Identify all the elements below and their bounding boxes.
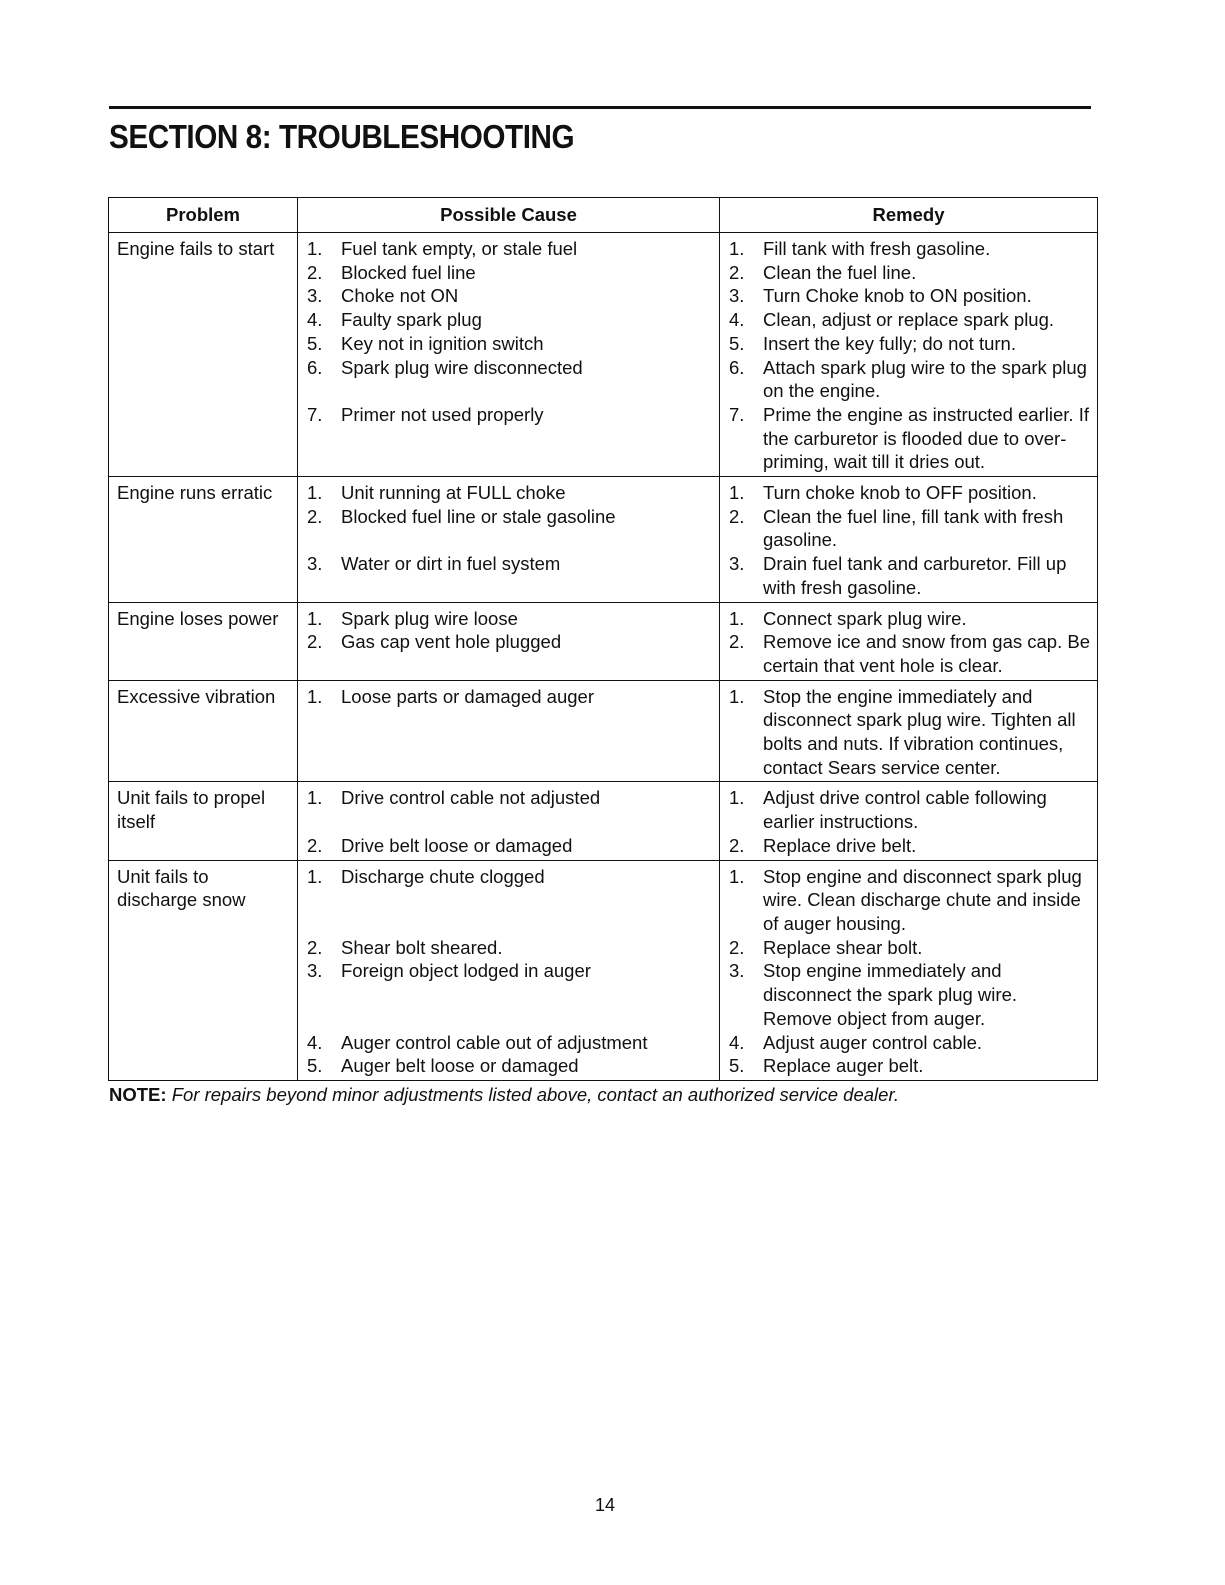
item-number: 3. — [307, 960, 323, 982]
item-number: 1. — [729, 685, 745, 707]
item-text: Turn choke knob to OFF position. — [763, 482, 1037, 504]
remedy-item — [728, 865, 1091, 936]
item-text: Turn Choke knob to ON position. — [763, 285, 1032, 307]
problem-cell: Engine runs erratic — [109, 477, 298, 603]
item-number: 1. — [729, 787, 745, 809]
cause-item — [306, 630, 713, 654]
remedy-item — [728, 685, 1091, 780]
item-number: 3. — [729, 960, 745, 982]
item-number: 1. — [729, 865, 745, 887]
item-number — [306, 983, 341, 1007]
item-number: 1. — [307, 607, 323, 629]
item-number: 1. — [307, 787, 323, 809]
item-number: 1. — [307, 685, 323, 707]
item-text: Blocked fuel line — [341, 261, 476, 283]
item-number: 2. — [729, 936, 745, 958]
item-text — [341, 810, 713, 834]
cause-item — [306, 332, 713, 356]
cause-cell — [298, 477, 720, 603]
cause-item — [306, 237, 713, 261]
item-text: Replace shear bolt. — [763, 936, 923, 958]
cause-cell — [298, 782, 720, 860]
header-rule — [109, 106, 1091, 109]
remedy-item — [728, 332, 1091, 356]
cause-item — [306, 888, 713, 912]
item-text — [341, 983, 713, 1007]
remedy-cell — [720, 477, 1098, 603]
item-text: Blocked fuel line or stale gasoline — [341, 505, 616, 527]
problem-cell: Engine fails to start — [109, 233, 298, 477]
remedy-item — [728, 630, 1091, 677]
item-text — [341, 528, 713, 552]
item-number: 5. — [729, 332, 745, 354]
item-text: Fuel tank empty, or stale fuel — [341, 238, 578, 259]
item-text: Clean the fuel line, fill tank with fresh gasoline. — [763, 505, 1064, 551]
item-text — [341, 379, 713, 403]
item-text: Stop engine immediately and disconnect the spark plug wire. Remove object from auger. — [763, 960, 1017, 1029]
item-number: 5. — [307, 332, 323, 354]
remedy-item — [728, 959, 1091, 1030]
troubleshooting-table — [108, 197, 1098, 1081]
item-text: Shear bolt sheared. — [341, 936, 503, 958]
item-number: 2. — [307, 631, 323, 653]
item-text: Gas cap vent hole plugged — [341, 631, 562, 653]
item-text: Attach spark plug wire to the spark plug on the engine. — [763, 356, 1087, 402]
item-number: 5. — [729, 1055, 745, 1077]
remedy-item — [728, 403, 1091, 474]
item-text: Replace drive belt. — [763, 834, 917, 856]
item-text: Insert the key fully; do not turn. — [763, 332, 1016, 354]
cause-item — [306, 308, 713, 332]
item-text: Clean, adjust or replace spark plug. — [763, 309, 1055, 331]
table-row — [109, 680, 1098, 782]
item-number — [306, 1007, 341, 1031]
cause-item — [306, 261, 713, 285]
remedy-cell — [720, 602, 1098, 680]
problem-cell: Excessive vibration — [109, 680, 298, 782]
cause-item — [306, 1054, 713, 1078]
remedy-item — [728, 505, 1091, 552]
item-text: Water or dirt in fuel system — [341, 553, 561, 575]
note-label: NOTE: — [109, 1084, 167, 1105]
item-text — [341, 912, 713, 936]
remedy-item — [728, 607, 1091, 631]
item-text: Unit running at FULL choke — [341, 482, 566, 504]
cause-item — [306, 607, 713, 631]
item-text — [341, 888, 713, 912]
table-row — [109, 602, 1098, 680]
remedy-item — [728, 481, 1091, 505]
item-text: Stop engine and disconnect spark plug wire. Clean discharge chute and inside of auger housing. — [763, 865, 1082, 934]
cause-item — [306, 284, 713, 308]
cause-header: Possible Cause — [298, 198, 720, 233]
cause-item — [306, 528, 713, 552]
item-text: Replace auger belt. — [763, 1055, 924, 1077]
item-text: Drive belt loose or damaged — [341, 834, 573, 856]
item-text: Clean the fuel line. — [763, 261, 917, 283]
item-number: 2. — [307, 936, 323, 958]
item-text: Spark plug wire disconnected — [341, 356, 583, 378]
item-number: 1. — [729, 482, 745, 504]
item-number: 2. — [729, 834, 745, 856]
cause-item — [306, 481, 713, 505]
remedy-cell — [720, 680, 1098, 782]
item-text: Prime the engine as instructed earlier. If the carburetor is flooded due to over-priming, wait till it dries out. — [763, 403, 1089, 473]
problem-cell: Engine loses power — [109, 602, 298, 680]
remedy-item — [728, 1054, 1091, 1078]
remedy-header: Remedy — [720, 198, 1098, 233]
item-text: Primer not used properly — [341, 403, 544, 425]
remedy-cell — [720, 782, 1098, 860]
item-number: 3. — [307, 553, 323, 575]
item-text — [341, 1007, 713, 1031]
cause-item — [306, 936, 713, 960]
problem-cell: Unit fails to propel itself — [109, 782, 298, 860]
problem-header: Problem — [109, 198, 298, 233]
item-text: Fill tank with fresh gasoline. — [763, 238, 991, 259]
item-number — [306, 888, 341, 912]
item-number: 6. — [307, 356, 323, 378]
remedy-item — [728, 356, 1091, 403]
note — [109, 1084, 899, 1106]
item-text: Foreign object lodged in auger — [341, 960, 591, 982]
item-number: 3. — [729, 553, 745, 575]
cause-item — [306, 865, 713, 889]
cause-item — [306, 912, 713, 936]
cause-item — [306, 379, 713, 403]
item-number: 2. — [307, 261, 323, 283]
cause-cell — [298, 233, 720, 477]
item-number: 2. — [729, 261, 745, 283]
remedy-cell — [720, 860, 1098, 1080]
cause-cell — [298, 680, 720, 782]
cause-item — [306, 810, 713, 834]
table-row — [109, 782, 1098, 860]
item-text: Auger belt loose or damaged — [341, 1055, 579, 1077]
cause-item — [306, 834, 713, 858]
item-number: 1. — [729, 607, 745, 629]
item-text: Stop the engine immediately and disconnect spark plug wire. Tighten all bolts and nuts. If vibration continues, contact Sears service center. — [763, 685, 1076, 778]
item-number: 7. — [307, 403, 323, 425]
cause-item — [306, 983, 713, 1007]
item-number: 6. — [729, 356, 745, 378]
cause-item — [306, 356, 713, 380]
item-text: Faulty spark plug — [341, 309, 482, 331]
item-number — [306, 379, 341, 403]
remedy-item — [728, 237, 1091, 261]
cause-cell — [298, 602, 720, 680]
remedy-item — [728, 834, 1091, 858]
table-row — [109, 233, 1098, 477]
cause-item — [306, 959, 713, 983]
item-number: 2. — [729, 505, 745, 527]
remedy-item — [728, 786, 1091, 833]
cause-item — [306, 403, 713, 427]
problem-cell: Unit fails to discharge snow — [109, 860, 298, 1080]
item-number — [306, 810, 341, 834]
item-number: 1. — [307, 482, 323, 504]
item-text: Choke not ON — [341, 285, 459, 307]
remedy-item — [728, 261, 1091, 285]
remedy-item — [728, 552, 1091, 599]
item-text: Loose parts or damaged auger — [341, 685, 595, 707]
table-body — [109, 233, 1098, 1081]
item-number: 2. — [307, 505, 323, 527]
item-text: Discharge chute clogged — [341, 865, 545, 887]
item-number: 2. — [307, 834, 323, 856]
table-row — [109, 477, 1098, 603]
item-number: 2. — [729, 631, 745, 653]
table-row — [109, 860, 1098, 1080]
item-number: 7. — [729, 403, 745, 425]
item-text: Adjust drive control cable following earlier instructions. — [763, 787, 1047, 833]
item-number: 4. — [729, 1031, 745, 1053]
item-text: Spark plug wire loose — [341, 607, 518, 629]
section-title: SECTION 8: TROUBLESHOOTING — [109, 118, 575, 155]
item-number — [306, 528, 341, 552]
page-number: 14 — [594, 1495, 616, 1515]
item-number: 4. — [729, 309, 745, 331]
item-text: Connect spark plug wire. — [763, 607, 967, 629]
remedy-cell — [720, 233, 1098, 477]
item-text: Auger control cable out of adjustment — [341, 1031, 648, 1053]
item-number: 5. — [307, 1055, 323, 1077]
remedy-item — [728, 308, 1091, 332]
remedy-item — [728, 1031, 1091, 1055]
item-number: 3. — [729, 285, 745, 307]
item-number: 1. — [729, 238, 745, 259]
table-header-row — [109, 198, 1098, 233]
cause-item — [306, 685, 713, 709]
item-number: 1. — [307, 238, 323, 259]
item-number: 3. — [307, 285, 323, 307]
cause-item — [306, 1007, 713, 1031]
cause-item — [306, 552, 713, 576]
cause-item — [306, 786, 713, 810]
item-text: Remove ice and snow from gas cap. Be certain that vent hole is clear. — [763, 631, 1090, 676]
item-text: Drain fuel tank and carburetor. Fill up with fresh gasoline. — [763, 553, 1067, 598]
note-text: For repairs beyond minor adjustments listed above, contact an authorized service dealer. — [171, 1084, 900, 1105]
item-number: 1. — [307, 865, 323, 887]
item-text: Drive control cable not adjusted — [341, 787, 601, 809]
cause-cell — [298, 860, 720, 1080]
cause-item — [306, 1031, 713, 1055]
remedy-item — [728, 936, 1091, 960]
item-text: Adjust auger control cable. — [763, 1031, 983, 1053]
item-number: 4. — [307, 1031, 323, 1053]
item-number: 4. — [307, 309, 323, 331]
item-text: Key not in ignition switch — [341, 332, 544, 354]
cause-item — [306, 505, 713, 529]
remedy-item — [728, 284, 1091, 308]
item-number — [306, 912, 341, 936]
